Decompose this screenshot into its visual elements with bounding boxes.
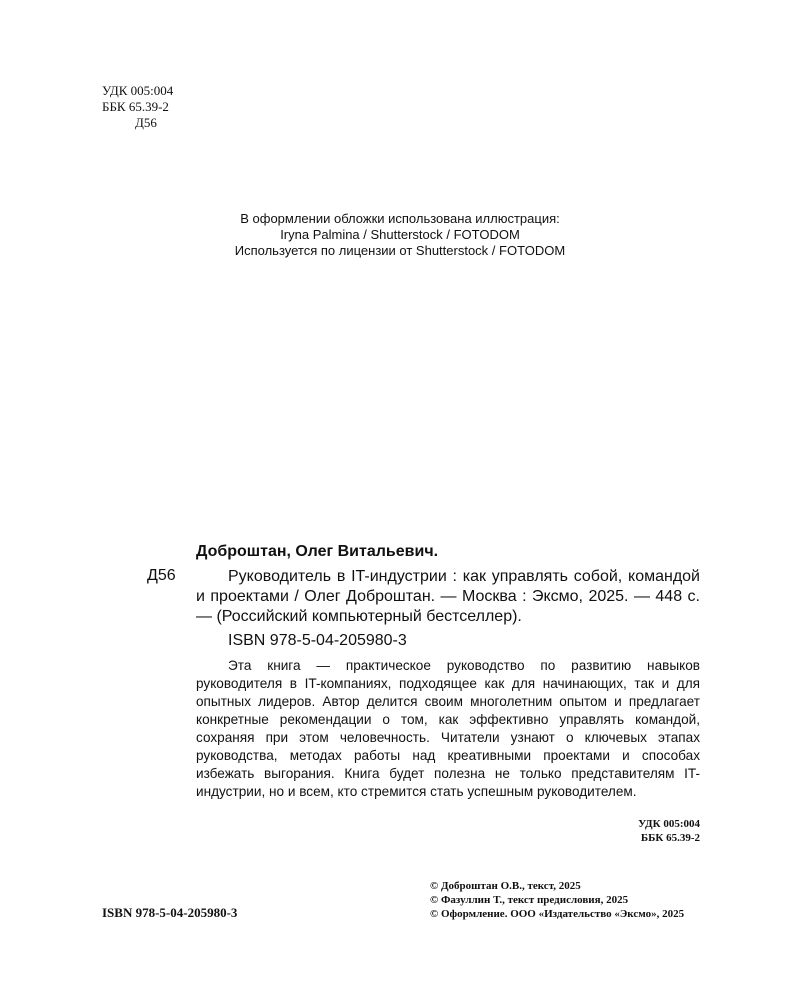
udk-code: УДК 005:004 xyxy=(102,83,174,98)
credits-line-3: Используется по лицензии от Shutterstock / FOTODOM xyxy=(234,243,566,258)
bibliographic-isbn: ISBN 978-5-04-205980-3 xyxy=(228,632,407,649)
credits-line-1: В оформлении обложки использована иллюстрация: xyxy=(240,211,560,226)
copyright-block xyxy=(430,879,684,921)
author-heading: Доброштан, Олег Витальевич. xyxy=(196,543,439,560)
classification-block-top xyxy=(102,83,173,131)
bbk-code-bottom: ББК 65.39-2 xyxy=(640,832,700,844)
bibliographic-cutter: Д56 xyxy=(147,567,176,584)
copyright-design: © Оформление. ООО «Издательство «Эксмо», 2025 xyxy=(430,908,685,920)
copyright-text: © Доброштан О.В., текст, 2025 xyxy=(430,880,581,892)
footer-isbn: ISBN 978-5-04-205980-3 xyxy=(102,905,238,920)
cover-illustration-credits xyxy=(0,211,800,259)
copyright-foreword: © Фазуллин Т., текст предисловия, 2025 xyxy=(430,894,629,906)
book-annotation: Эта книга — практическое руководство по развитию навыков руководителя в IT-компаниях, подходящее как для начинающих, так и для опытных лидеров. Автор делится своим многолетним опытом и предлагает конкретные рекомендации о том, как эффективно управлять командой, сохраняя при этом человечность. Читатели узнают о ключевых этапах руководства, методах работы над креативными проектами и способах избежать выгорания. Книга будет полезна не только представителям IT-индустрии, но и всем, кто стремится стать успешным руководителем. xyxy=(196,658,700,799)
udk-code-bottom: УДК 005:004 xyxy=(638,818,700,830)
credits-line-2: Iryna Palmina / Shutterstock / FOTODOM xyxy=(280,227,520,242)
cutter-code: Д56 xyxy=(135,115,157,130)
classification-block-bottom xyxy=(638,817,700,845)
bibliographic-description: Руководитель в IT-индустрии : как управлять собой, командой и проектами / Олег Доброштан. — Москва : Эксмо, 2025. — 448 с. — (Российский компьютерный бестселлер). xyxy=(196,568,700,625)
bbk-code: ББК 65.39-2 xyxy=(102,99,169,114)
